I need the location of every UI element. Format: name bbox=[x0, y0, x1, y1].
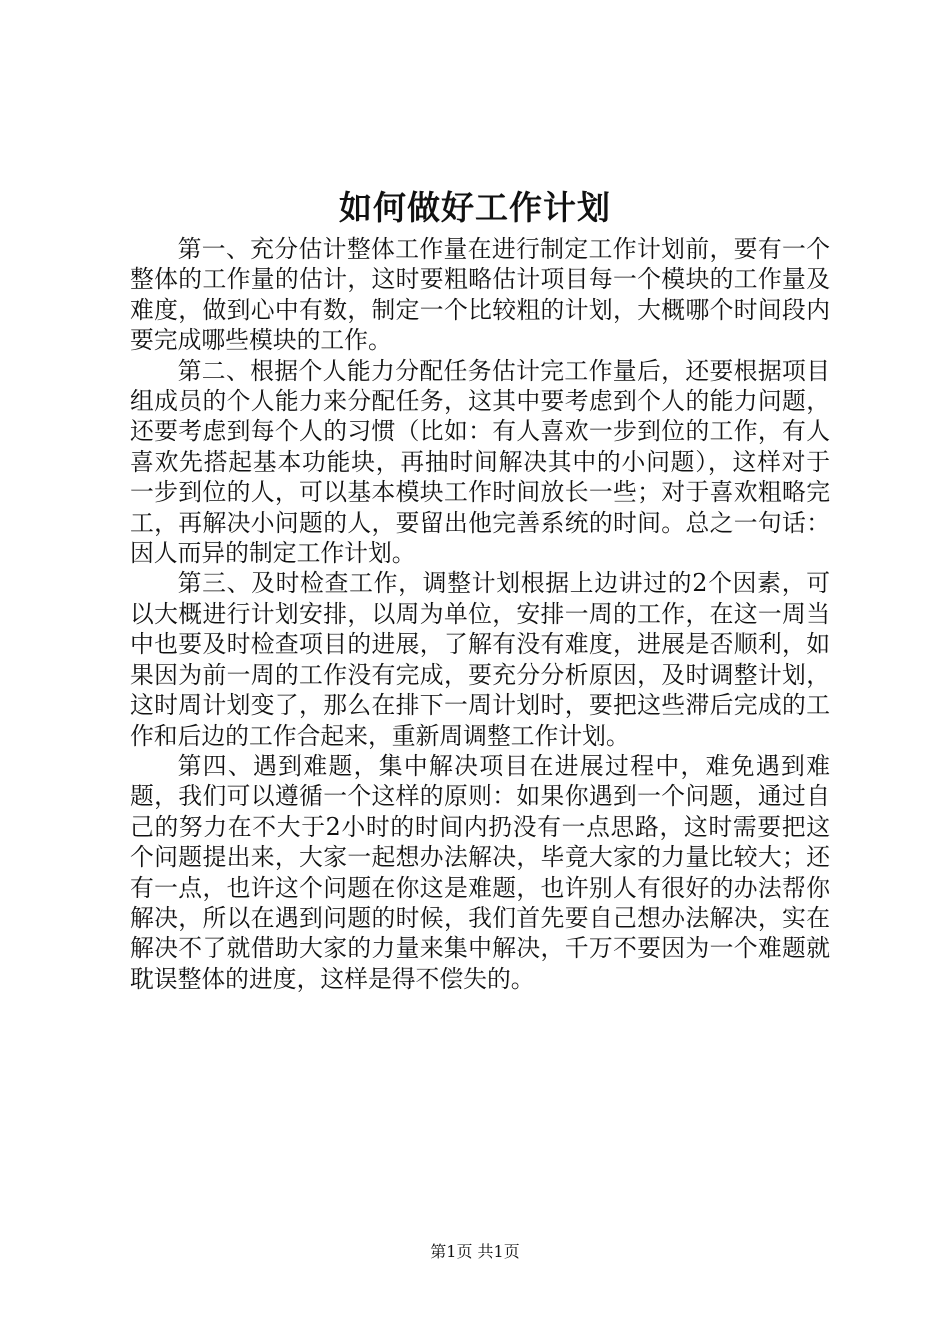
document-body bbox=[130, 234, 830, 994]
document-title: 如何做好工作计划 bbox=[339, 188, 611, 227]
paragraph-2: 第二、根据个人能力分配任务估计完工作量后，还要根据项目组成员的个人能力来分配任务，这其中要考虑到个人的能力问题，还要考虑到每个人的习惯（比如：有人喜欢一步到位的工作，有人喜欢先搭起基本功能块，再抽时间解决其中的小问题），这样对于一步到位的人，可以基本模块工作时间放长一些；对于喜欢粗略完工，再解决小问题的人，要留出他完善系统的时间。总之一句话：因人而异的制定工作计划。 bbox=[130, 356, 830, 568]
page-footer: 第1页 共1页 bbox=[430, 1242, 520, 1261]
paragraph-3: 第三、及时检查工作，调整计划根据上边讲过的2个因素，可以大概进行计划安排，以周为单位，安排一周的工作，在这一周当中也要及时检查项目的进展，了解有没有难度，进展是否顺利，如果因为前一周的工作没有完成，要充分分析原因，及时调整计划，这时周计划变了，那么在排下一周计划时，要把这些滞后完成的工作和后边的工作合起来，重新周调整工作计划。 bbox=[130, 569, 830, 750]
paragraph-4: 第四、遇到难题，集中解决项目在进展过程中，难免遇到难题，我们可以遵循一个这样的原则：如果你遇到一个问题，通过自己的努力在不大于2小时的时间内扔没有一点思路，这时需要把这个问题提出来，大家一起想办法解决，毕竟大家的力量比较大；还有一点，也许这个问题在你这是难题，也许别人有很好的办法帮你解决，所以在遇到问题的时候，我们首先要自己想办法解决，实在解决不了就借助大家的力量来集中解决，千万不要因为一个难题就耽误整体的进度，这样是得不偿失的。 bbox=[130, 751, 830, 993]
paragraph-1: 第一、充分估计整体工作量在进行制定工作计划前，要有一个整体的工作量的估计，这时要粗略估计项目每一个模块的工作量及难度，做到心中有数，制定一个比较粗的计划，大概哪个时间段内要完成哪些模块的工作。 bbox=[130, 235, 830, 355]
